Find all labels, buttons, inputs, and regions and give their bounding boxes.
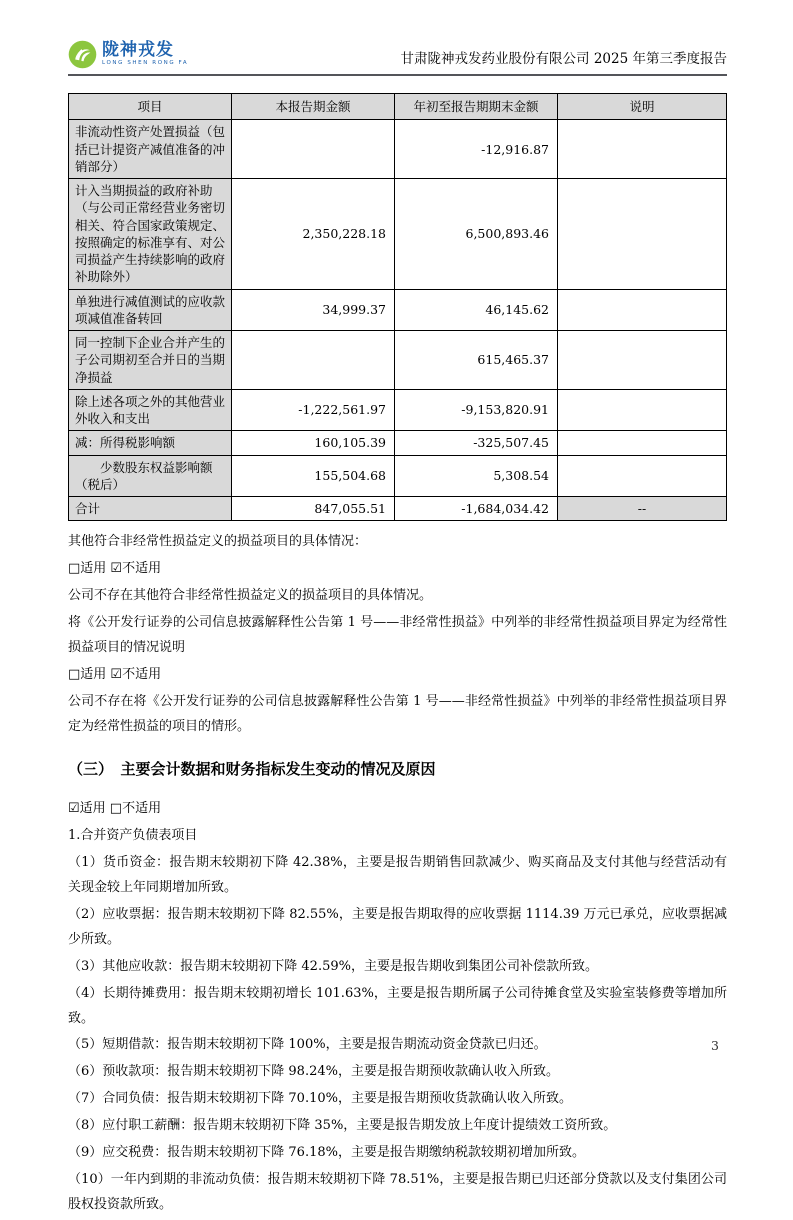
ytd-amount-cell: -325,507.45 [395,431,558,455]
list-item: （8）应付职工薪酬：报告期末较期初下降 35%，主要是报告期发放上年度计提绩效工资所致。 [68,1118,617,1134]
current-amount-cell: 34,999.37 [232,289,395,331]
note-cell [558,455,727,497]
table-row [69,455,727,497]
body-paragraph: 其他符合非经常性损益定义的损益项目的具体情况： [68,534,368,550]
company-logo [68,40,188,69]
ytd-amount-cell: 46,145.62 [395,289,558,331]
table-row [69,179,727,290]
item-cell: 计入当期损益的政府补助（与公司正常经营业务密切相关、符合国家政策规定、按照确定的标准享有、对公司损益产生持续影响的政府补助除外） [69,179,232,290]
list-item: （10）一年内到期的非流动负债：报告期末较期初下降 78.51%，主要是报告期已归还部分贷款以及支付集团公司股权投资款所致。 [68,1172,727,1213]
ytd-amount-cell: -9,153,820.91 [395,389,558,431]
table-row [69,389,727,431]
table-header-row [69,94,727,120]
applicability-line: □适用 ☑不适用 [68,561,162,577]
section-heading: （三） 主要会计数据和财务指标发生变动的情况及原因 [68,759,436,778]
note-cell: -- [558,497,727,521]
current-amount-cell: 155,504.68 [232,455,395,497]
current-amount-cell: -1,222,561.97 [232,389,395,431]
table-row [69,120,727,179]
applicability-line: □适用 ☑不适用 [68,667,162,683]
logo-cn-text: 陇神戎发 [102,40,174,61]
list-item: （9）应交税费：报告期末较期初下降 76.18%，主要是报告期缴纳税款较期初增加所致。 [68,1145,585,1161]
column-header-ytd: 年初至报告期期末金额 [395,94,558,120]
item-cell: 单独进行减值测试的应收款项减值准备转回 [69,289,232,331]
table-total-row [69,497,727,521]
ytd-amount-cell: -12,916.87 [395,120,558,179]
table-row [69,331,727,390]
current-amount-cell [232,331,395,390]
item-cell: 少数股东权益影响额（税后） [69,455,232,497]
table-row [69,289,727,331]
list-item: （6）预收款项：报告期末较期初下降 98.24%，主要是报告期预收款确认收入所致。 [68,1064,559,1080]
column-header-current: 本报告期金额 [232,94,395,120]
note-cell [558,179,727,290]
list-intro: 1.合并资产负债表项目 [68,827,198,843]
note-cell [558,331,727,390]
page-number: 3 [711,1038,719,1053]
logo-text [102,42,188,67]
list-item: （1）货币资金：报告期末较期初下降 42.38%，主要是报告期销售回款减少、购买商品及支付其他与经营活动有关现金较上年同期增加所致。 [68,854,727,895]
column-header-item: 项目 [69,94,232,120]
applicability-line: ☑适用 □不适用 [68,800,162,816]
page-header [68,40,727,69]
ytd-amount-cell: 5,308.54 [395,455,558,497]
note-cell [558,289,727,331]
item-cell: 合计 [69,497,232,521]
column-header-note: 说明 [558,94,727,120]
list-item: （3）其他应收款：报告期末较期初下降 42.59%，主要是报告期收到集团公司补偿款所致。 [68,958,598,974]
item-cell: 减：所得税影响额 [69,431,232,455]
item-cell: 除上述各项之外的其他营业外收入和支出 [69,389,232,431]
note-cell [558,120,727,179]
note-cell [558,389,727,431]
item-cell: 非流动性资产处置损益（包括已计提资产减值准备的冲销部分） [69,120,232,179]
body-paragraph: 公司不存在其他符合非经常性损益定义的损益项目的具体情况。 [68,588,433,604]
ytd-amount-cell: -1,684,034.42 [395,497,558,521]
nonrecurring-items-table [68,93,727,521]
ytd-amount-cell: 615,465.37 [395,331,558,390]
header-divider [68,74,727,76]
note-cell [558,431,727,455]
table-row [69,431,727,455]
report-title: 甘肃陇神戎发药业股份有限公司 2025 年第三季度报告 [400,51,727,67]
list-item: （4）长期待摊费用：报告期末较期初增长 101.63%，主要是报告期所属子公司待摊食堂及实验室装修费等增加所致。 [68,985,727,1026]
page-content [68,0,727,1220]
logo-icon [68,40,97,69]
current-amount-cell: 160,105.39 [232,431,395,455]
list-item: （7）合同负债：报告期末较期初下降 70.10%，主要是报告期预收货款确认收入所致。 [68,1091,572,1107]
current-amount-cell: 2,350,228.18 [232,179,395,290]
list-item: （2）应收票据：报告期末较期初下降 82.55%，主要是报告期取得的应收票据 1114.39 万元已承兑，应收票据减少所致。 [68,906,727,947]
body-paragraph: 公司不存在将《公开发行证券的公司信息披露解释性公告第 1 号——非经常性损益》中列举的非经常性损益项目界定为经常性损益的项目的情形。 [68,693,727,734]
item-cell: 同一控制下企业合并产生的子公司期初至合并日的当期净损益 [69,331,232,390]
body-paragraph: 将《公开发行证券的公司信息披露解释性公告第 1 号——非经常性损益》中列举的非经常性损益项目界定为经常性损益项目的情况说明 [68,615,727,656]
current-amount-cell: 847,055.51 [232,497,395,521]
ytd-amount-cell: 6,500,893.46 [395,179,558,290]
list-item: （5）短期借款：报告期末较期初下降 100%，主要是报告期流动资金贷款已归还。 [68,1037,547,1053]
logo-en-text: LONG SHEN RONG FA [102,60,189,67]
current-amount-cell [232,120,395,179]
